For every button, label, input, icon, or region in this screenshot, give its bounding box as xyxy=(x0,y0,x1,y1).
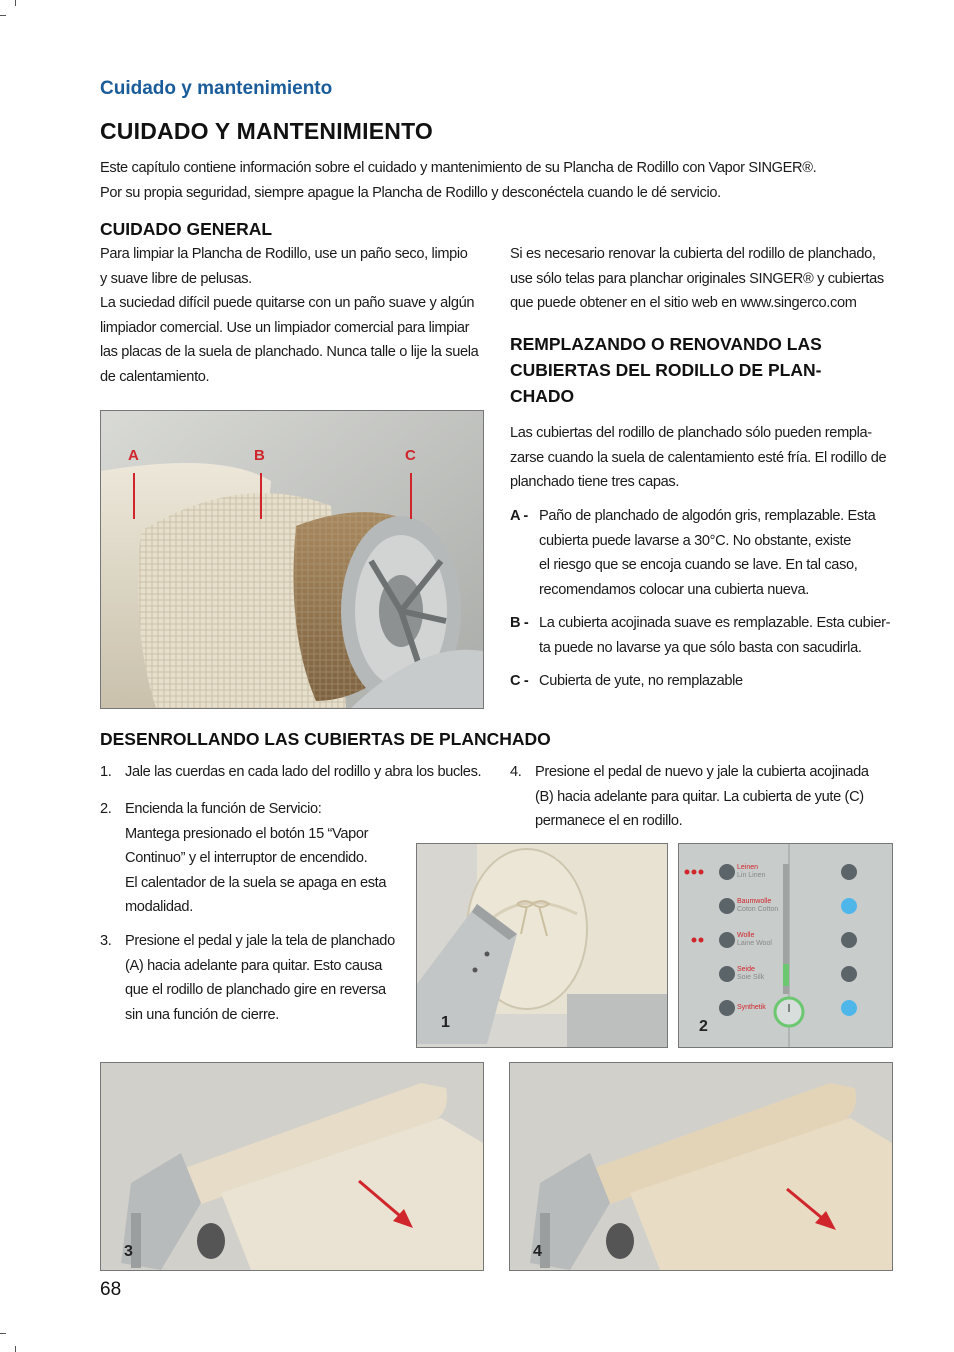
step-text xyxy=(125,760,481,785)
text-line: cubierta puede lavarse a 30°C. No obstante, existe xyxy=(539,532,852,549)
unrolling-heading: DESENROLLANDO LAS CUBIERTAS DE PLANCHADO xyxy=(100,729,551,749)
step-4 xyxy=(510,760,900,835)
panel-label: Seide xyxy=(737,966,755,973)
page-title: CUIDADO Y MANTENIMIENTO xyxy=(100,118,434,144)
text-line: Las cubiertas del rodillo de planchado sólo pueden rempla- xyxy=(510,425,872,441)
text-line: Mantega presionado el botón 15 “Vapor xyxy=(125,825,369,842)
heading-line: CUBIERTAS DEL RODILLO DE PLAN- xyxy=(510,360,822,380)
layer-description xyxy=(539,611,890,660)
layer-item-c xyxy=(510,669,900,695)
photo-number: 2 xyxy=(699,1018,708,1035)
text-line: Presione el pedal de nuevo y jale la cubierta acojinada xyxy=(535,764,869,780)
text-line: Continuo” y el interruptor de encendido. xyxy=(125,850,368,866)
panel-sublabel: Lin Linen xyxy=(737,872,766,879)
control-panel-illustration xyxy=(679,844,892,1047)
panel-label: Synthetik xyxy=(737,1004,766,1011)
photo-step-2-control-panel xyxy=(678,843,893,1048)
text-line: que puede obtener en el sitio web en www.singerco.com xyxy=(510,295,857,311)
text-line: modalidad. xyxy=(125,899,193,915)
roller-layers-photo xyxy=(100,410,484,709)
photo-number: 1 xyxy=(441,1014,450,1031)
text-line: Si es necesario renovar la cubierta del rodillo de planchado, xyxy=(510,246,876,262)
roller-strings-illustration xyxy=(417,844,667,1047)
label-b: B xyxy=(254,447,265,464)
panel-label: Leinen xyxy=(737,864,759,871)
photo-number: 4 xyxy=(533,1243,542,1260)
roller-illustration xyxy=(101,411,483,708)
text-line: de calentamiento. xyxy=(100,368,210,385)
photo-step-3 xyxy=(100,1062,484,1271)
text-line: el riesgo que se encoja cuando se lave. En tal caso, xyxy=(539,557,858,573)
text-line: Para limpiar la Plancha de Rodillo, use un paño seco, limpio xyxy=(100,246,468,262)
text-line: La suciedad difícil puede quitarse con un paño suave y algún xyxy=(100,295,475,311)
panel-label-linen xyxy=(737,864,765,880)
label-c: C xyxy=(405,447,416,464)
panel-label-synthetic xyxy=(737,1004,766,1012)
layer-description xyxy=(539,669,743,694)
text-line: recomendamos colocar una cubierta nueva. xyxy=(539,581,809,598)
text-line: Encienda la función de Servicio: xyxy=(125,801,322,817)
text-line: (B) hacia adelante para quitar. La cubierta de yute (C) xyxy=(535,788,864,805)
panel-label-silk xyxy=(737,966,764,982)
renew-note xyxy=(510,242,900,316)
photo-number: 3 xyxy=(124,1243,133,1260)
layer-key: B - xyxy=(510,615,529,631)
step-1 xyxy=(100,760,490,786)
general-care-text xyxy=(100,242,490,389)
layer-item-a xyxy=(510,504,900,604)
text-line: permanece el en rodillo. xyxy=(535,813,683,829)
section-header: Cuidado y mantenimiento xyxy=(100,78,333,99)
text-line: Cubierta de yute, no remplazable xyxy=(539,673,743,689)
pull-cloth-illustration xyxy=(101,1063,483,1270)
panel-sublabel: Laine Wool xyxy=(737,940,772,947)
text-line: Jale las cuerdas en cada lado del rodillo y abra los bucles. xyxy=(125,764,482,780)
step-text xyxy=(535,760,869,834)
text-line: use sólo telas para planchar originales SINGER® y cubiertas xyxy=(510,270,884,287)
label-a: A xyxy=(128,447,139,464)
intro-line: Este capítulo contiene información sobre el cuidado y mantenimiento de su Plancha de Rodillo con Vapor SINGER®. xyxy=(100,160,817,176)
pull-quilted-cover-illustration xyxy=(510,1063,892,1270)
text-line: zarse cuando la suela de calentamiento esté fría. El rodillo de xyxy=(510,449,887,466)
intro-paragraph xyxy=(100,156,900,205)
text-line: sin una función de cierre. xyxy=(125,1006,279,1023)
heading-line: REMPLAZANDO O RENOVANDO LAS xyxy=(510,334,822,354)
layer-item-b xyxy=(510,611,900,661)
layer-description xyxy=(539,504,875,602)
step-number: 2. xyxy=(100,801,112,817)
text-line: las placas de la suela de planchado. Nunca talle o lije la suela xyxy=(100,344,479,360)
panel-label-wool xyxy=(737,932,772,948)
text-line: El calentador de la suela se apaga en esta xyxy=(125,874,387,891)
text-line: La cubierta acojinada suave es remplazable. Esta cubier- xyxy=(539,615,891,631)
step-text xyxy=(125,929,395,1027)
replacing-heading xyxy=(510,331,900,409)
step-number: 4. xyxy=(510,764,522,780)
text-line: (A) hacia adelante para quitar. Esto causa xyxy=(125,957,383,974)
replacing-intro xyxy=(510,421,900,495)
step-number: 1. xyxy=(100,764,112,780)
layer-key: C - xyxy=(510,673,529,689)
text-line: ta puede no lavarse ya que sólo basta con sacudirla. xyxy=(539,639,862,656)
photo-step-1 xyxy=(416,843,668,1048)
panel-sublabel: Soie Silk xyxy=(737,974,765,981)
crop-mark xyxy=(0,15,6,16)
photo-step-4 xyxy=(509,1062,893,1271)
panel-label-cotton xyxy=(737,898,778,914)
step-number: 3. xyxy=(100,933,112,949)
panel-label: Baumwolle xyxy=(737,898,772,905)
page-number: 68 xyxy=(100,1279,122,1300)
text-line: planchado tiene tres capas. xyxy=(510,474,680,490)
step-2 xyxy=(100,797,400,922)
crop-mark xyxy=(15,1346,16,1352)
crop-mark xyxy=(0,1333,6,1334)
intro-line: Por su propia seguridad, siempre apague la Plancha de Rodillo y desconéctela cuando le dé servicio. xyxy=(100,184,721,201)
step-3 xyxy=(100,929,410,1029)
text-line: Presione el pedal y jale la tela de planchado xyxy=(125,933,395,949)
panel-label: Wolle xyxy=(737,932,755,939)
text-line: y suave libre de pelusas. xyxy=(100,270,252,287)
text-line: limpiador comercial. Use un limpiador comercial para limpiar xyxy=(100,319,470,336)
text-line: Paño de planchado de algodón gris, remplazable. Esta xyxy=(539,508,876,524)
general-care-heading: CUIDADO GENERAL xyxy=(100,219,273,239)
layer-key: A - xyxy=(510,508,528,524)
crop-mark xyxy=(15,0,16,6)
step-text xyxy=(125,797,386,920)
text-line: que el rodillo de planchado gire en reversa xyxy=(125,982,386,998)
heading-line: CHADO xyxy=(510,386,575,406)
panel-sublabel: Coton Cotton xyxy=(737,906,779,913)
